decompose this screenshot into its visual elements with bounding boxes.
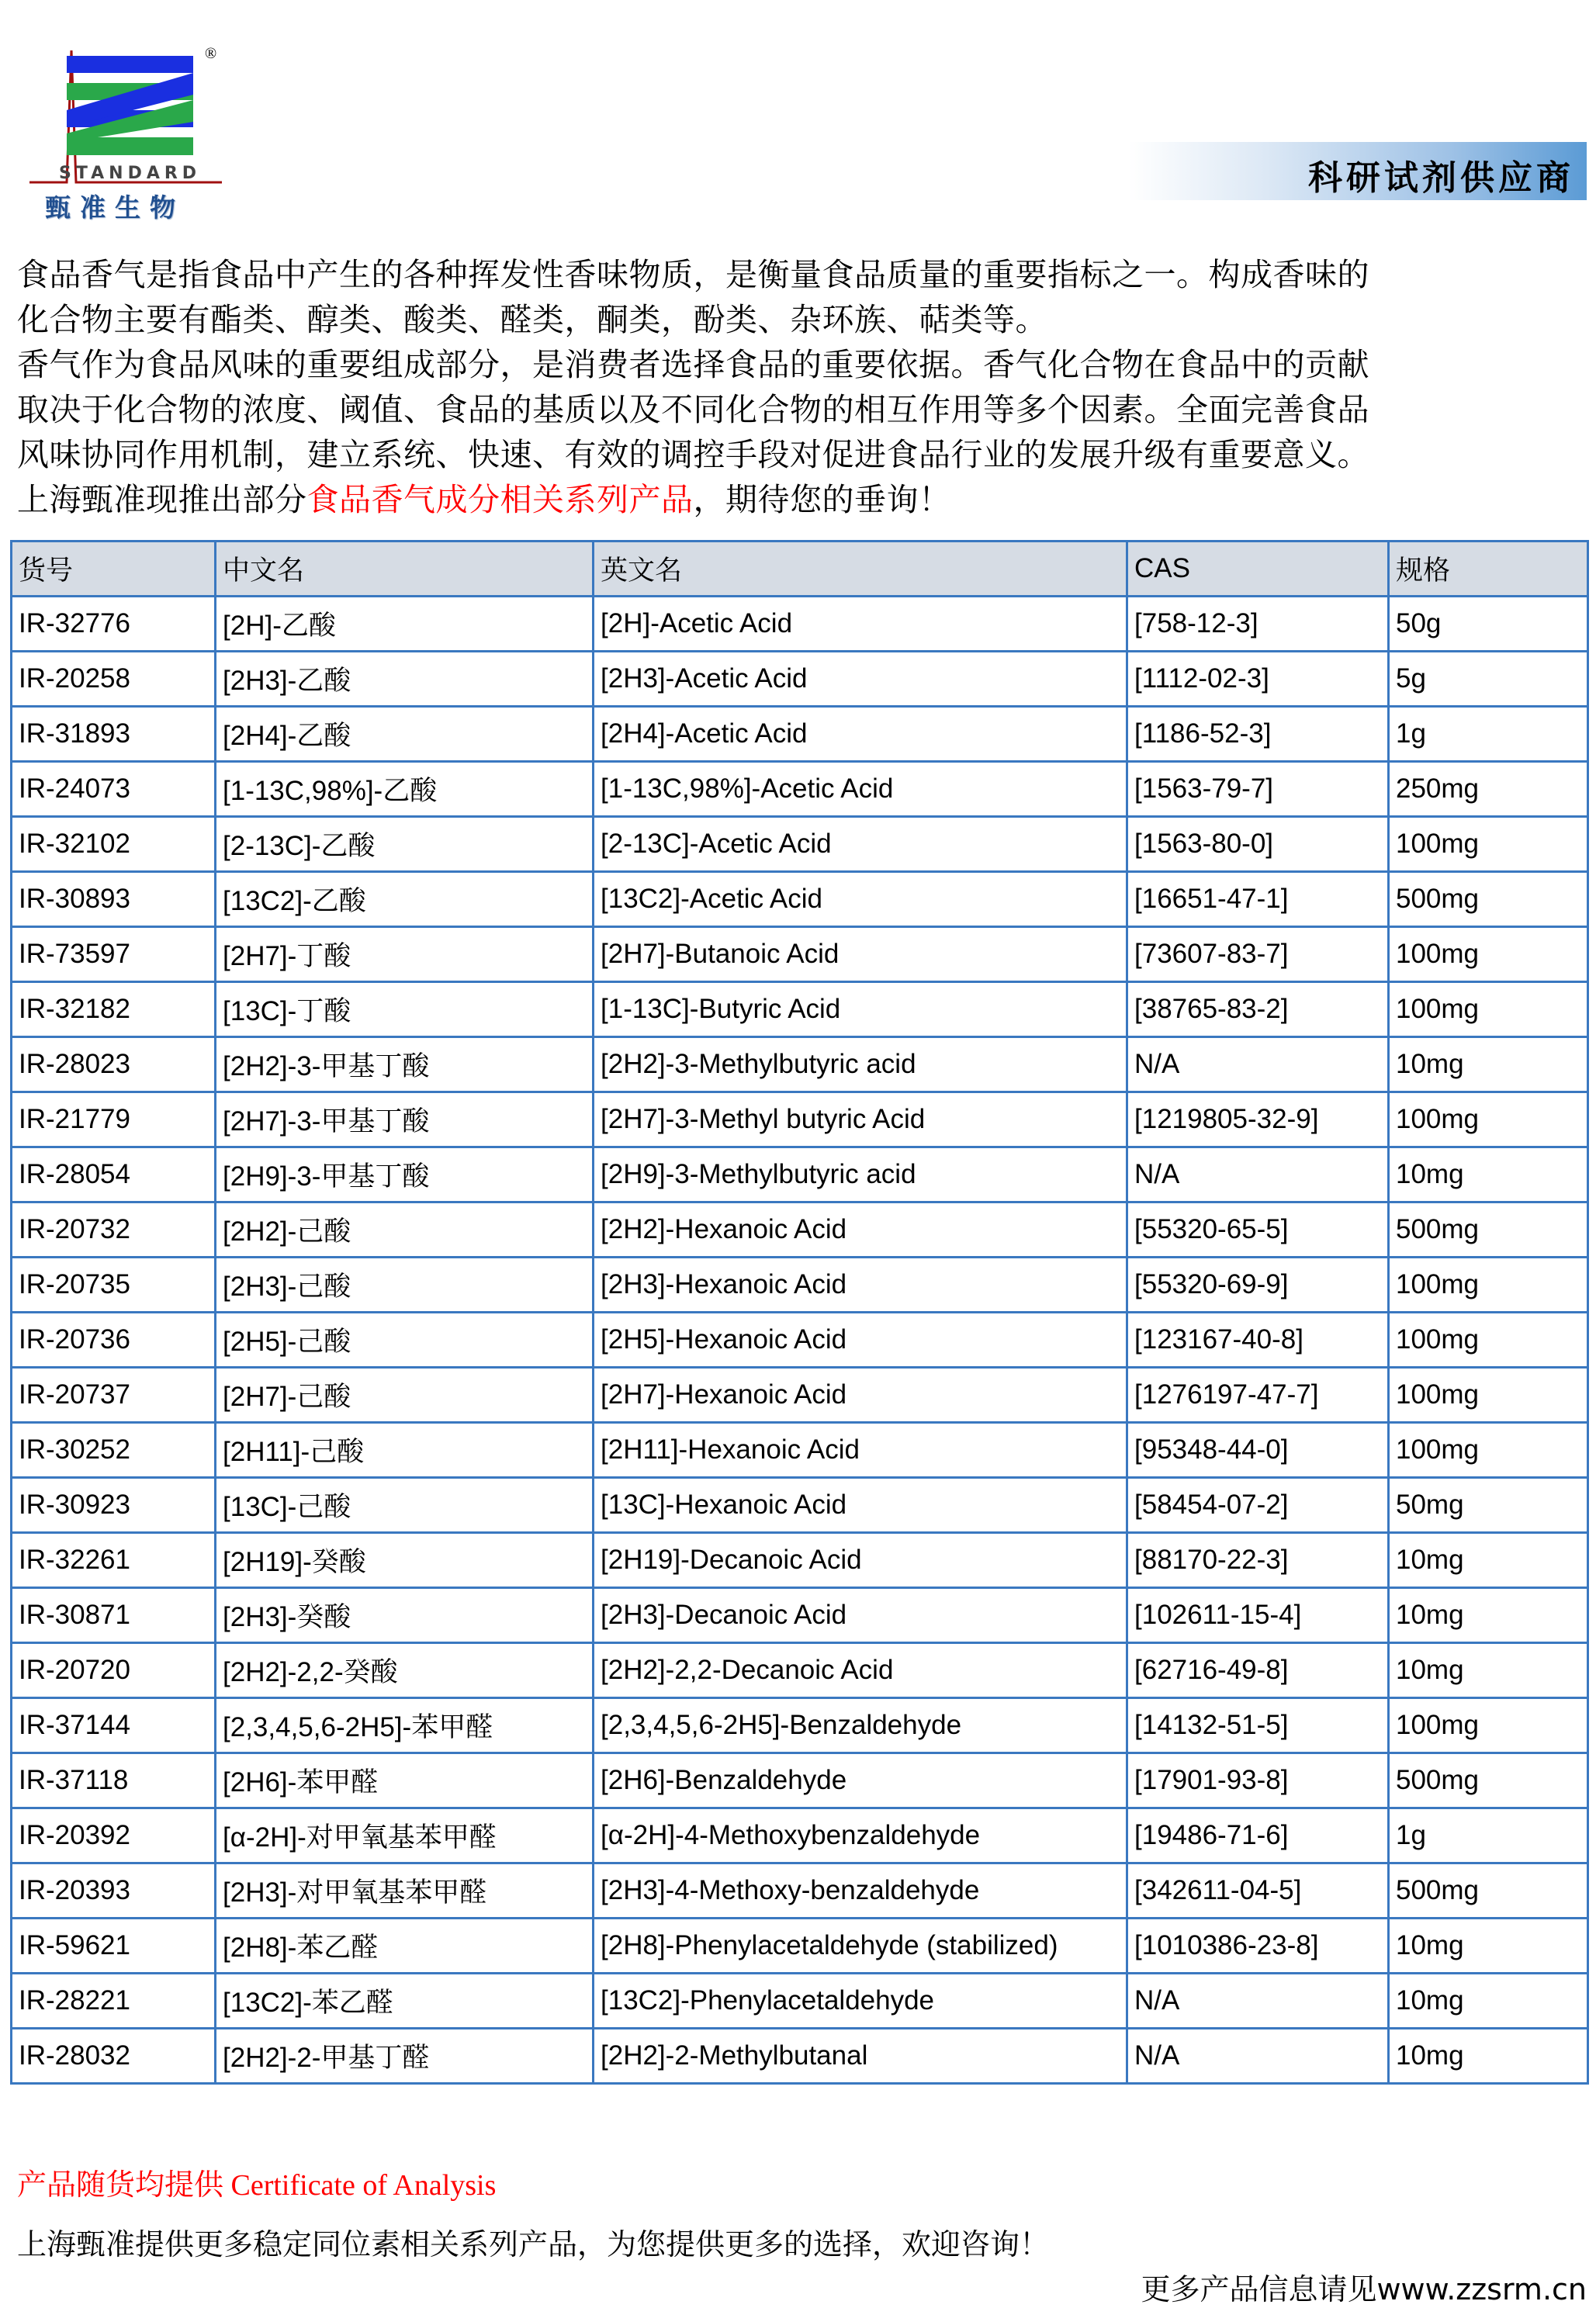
cas-cell: N/A (1127, 1037, 1389, 1092)
company-logo (28, 39, 230, 225)
cas-cell: [88170-22-3] (1127, 1533, 1389, 1588)
english-name-cell: [13C2]-Phenylacetaldehyde (594, 1974, 1127, 2029)
table-row (12, 1974, 1588, 2029)
intro-line-cta (17, 477, 1592, 522)
catalog-no-cell: IR-20258 (12, 652, 216, 707)
catalog-no-cell: IR-30871 (12, 1588, 216, 1643)
spec-cell: 100mg (1389, 817, 1588, 872)
spec-cell: 10mg (1389, 1147, 1588, 1202)
english-name-cell: [2H3]-Decanoic Acid (594, 1588, 1127, 1643)
table-row (12, 2029, 1588, 2084)
spec-cell: 500mg (1389, 872, 1588, 927)
tagline-banner (1129, 142, 1587, 200)
english-name-cell: [2H7]-3-Methyl butyric Acid (594, 1092, 1127, 1147)
english-name-cell: [2H7]-Hexanoic Acid (594, 1368, 1127, 1423)
chinese-name-cell: [2H]-乙酸 (216, 597, 594, 652)
spec-cell: 10mg (1389, 1643, 1588, 1698)
table-row (12, 1533, 1588, 1588)
table-row (12, 1863, 1588, 1919)
column-header-chinese-name: 中文名 (216, 542, 594, 597)
table-row (12, 817, 1588, 872)
logo-wordmark: STANDARD (59, 164, 202, 183)
product-table (10, 540, 1589, 2085)
table-row (12, 1698, 1588, 1753)
chinese-name-cell: [2H2]-己酸 (216, 1202, 594, 1258)
cas-cell: [758-12-3] (1127, 597, 1389, 652)
column-header-english-name: 英文名 (594, 542, 1127, 597)
chinese-name-cell: [13C]-己酸 (216, 1478, 594, 1533)
catalog-no-cell: IR-28023 (12, 1037, 216, 1092)
spec-cell: 10mg (1389, 1588, 1588, 1643)
english-name-cell: [13C2]-Acetic Acid (594, 872, 1127, 927)
cas-cell: [1219805-32-9] (1127, 1092, 1389, 1147)
english-name-cell: [2H4]-Acetic Acid (594, 707, 1127, 762)
table-row (12, 982, 1588, 1037)
cas-cell: [102611-15-4] (1127, 1588, 1389, 1643)
spec-cell: 50mg (1389, 1478, 1588, 1533)
spec-cell: 100mg (1389, 1092, 1588, 1147)
table-row (12, 1588, 1588, 1643)
spec-cell: 10mg (1389, 1974, 1588, 2029)
english-name-cell: [2H5]-Hexanoic Acid (594, 1313, 1127, 1368)
catalog-no-cell: IR-32182 (12, 982, 216, 1037)
chinese-name-cell: [2H7]-己酸 (216, 1368, 594, 1423)
english-name-cell: [1-13C]-Butyric Acid (594, 982, 1127, 1037)
english-name-cell: [2H2]-3-Methylbutyric acid (594, 1037, 1127, 1092)
catalog-no-cell: IR-32261 (12, 1533, 216, 1588)
table-row (12, 707, 1588, 762)
spec-cell: 100mg (1389, 1698, 1588, 1753)
chinese-name-cell: [13C]-丁酸 (216, 982, 594, 1037)
cas-cell: [1276197-47-7] (1127, 1368, 1389, 1423)
logo-chinese-name: 甄准生物 (45, 192, 185, 223)
english-name-cell: [2H8]-Phenylacetaldehyde (stabilized) (594, 1919, 1127, 1974)
spec-cell: 1g (1389, 707, 1588, 762)
chinese-name-cell: [2H4]-乙酸 (216, 707, 594, 762)
spec-cell: 100mg (1389, 1258, 1588, 1313)
chinese-name-cell: [2H7]-3-甲基丁酸 (216, 1092, 594, 1147)
english-name-cell: [2,3,4,5,6-2H5]-Benzaldehyde (594, 1698, 1127, 1753)
chinese-name-cell: [2H2]-2,2-癸酸 (216, 1643, 594, 1698)
table-row (12, 1919, 1588, 1974)
cas-cell: [95348-44-0] (1127, 1423, 1389, 1478)
english-name-cell: [2H3]-Hexanoic Acid (594, 1258, 1127, 1313)
chinese-name-cell: [2H2]-2-甲基丁醛 (216, 2029, 594, 2084)
catalog-no-cell: IR-20393 (12, 1863, 216, 1919)
cas-cell: [55320-69-9] (1127, 1258, 1389, 1313)
english-name-cell: [2H3]-Acetic Acid (594, 652, 1127, 707)
spec-cell: 100mg (1389, 1423, 1588, 1478)
catalog-no-cell: IR-20720 (12, 1643, 216, 1698)
chinese-name-cell: [2H2]-3-甲基丁酸 (216, 1037, 594, 1092)
chinese-name-cell: [2H3]-己酸 (216, 1258, 594, 1313)
spec-cell: 500mg (1389, 1753, 1588, 1808)
chinese-name-cell: [2,3,4,5,6-2H5]-苯甲醛 (216, 1698, 594, 1753)
table-row (12, 1478, 1588, 1533)
chinese-name-cell: [2H6]-苯甲醛 (216, 1753, 594, 1808)
catalog-no-cell: IR-20732 (12, 1202, 216, 1258)
english-name-cell: [13C]-Hexanoic Acid (594, 1478, 1127, 1533)
chinese-name-cell: [2H7]-丁酸 (216, 927, 594, 982)
english-name-cell: [2H2]-Hexanoic Acid (594, 1202, 1127, 1258)
catalog-no-cell: IR-73597 (12, 927, 216, 982)
spec-cell: 100mg (1389, 1368, 1588, 1423)
english-name-cell: [2H7]-Butanoic Acid (594, 927, 1127, 982)
table-row (12, 1092, 1588, 1147)
table-row (12, 1147, 1588, 1202)
table-row (12, 1753, 1588, 1808)
cas-cell: [19486-71-6] (1127, 1808, 1389, 1863)
website-note: 更多产品信息请见www.zzsrm.cn (1141, 2272, 1587, 2306)
cas-cell: [1010386-23-8] (1127, 1919, 1389, 1974)
cas-cell: [38765-83-2] (1127, 982, 1389, 1037)
spec-cell: 1g (1389, 1808, 1588, 1863)
english-name-cell: [2H19]-Decanoic Acid (594, 1533, 1127, 1588)
catalog-no-cell: IR-20735 (12, 1258, 216, 1313)
intro-line: 风味协同作用机制，建立系统、快速、有效的调控手段对促进食品行业的发展升级有重要意义。 (17, 436, 1369, 473)
table-row (12, 1808, 1588, 1863)
spec-cell: 500mg (1389, 1863, 1588, 1919)
cas-cell: N/A (1127, 2029, 1389, 2084)
catalog-no-cell: IR-20392 (12, 1808, 216, 1863)
table-row (12, 762, 1588, 817)
table-row (12, 1643, 1588, 1698)
table-row (12, 927, 1588, 982)
english-name-cell: [2-13C]-Acetic Acid (594, 817, 1127, 872)
english-name-cell: [2H6]-Benzaldehyde (594, 1753, 1127, 1808)
cta-suffix: ，期待您的垂询！ (693, 481, 951, 518)
coa-note: 产品随货均提供 Certificate of Analysis (17, 2169, 497, 2202)
cas-cell: [14132-51-5] (1127, 1698, 1389, 1753)
english-name-cell: [2H11]-Hexanoic Acid (594, 1423, 1127, 1478)
tagline-text: 科研试剂供应商 (1308, 158, 1574, 198)
chinese-name-cell: [2-13C]-乙酸 (216, 817, 594, 872)
cas-cell: [62716-49-8] (1127, 1643, 1389, 1698)
catalog-no-cell: IR-24073 (12, 762, 216, 817)
catalog-no-cell: IR-59621 (12, 1919, 216, 1974)
column-header-catalog-no: 货号 (12, 542, 216, 597)
table-row (12, 1423, 1588, 1478)
table-row (12, 872, 1588, 927)
intro-paragraph (17, 252, 1592, 522)
spec-cell: 10mg (1389, 2029, 1588, 2084)
table-row (12, 1313, 1588, 1368)
cas-cell: [58454-07-2] (1127, 1478, 1389, 1533)
chinese-name-cell: [2H9]-3-甲基丁酸 (216, 1147, 594, 1202)
table-row (12, 1037, 1588, 1092)
spec-cell: 100mg (1389, 982, 1588, 1037)
catalog-no-cell: IR-37118 (12, 1753, 216, 1808)
chinese-name-cell: [α-2H]-对甲氧基苯甲醛 (216, 1808, 594, 1863)
table-row (12, 1202, 1588, 1258)
english-name-cell: [2H2]-2-Methylbutanal (594, 2029, 1127, 2084)
catalog-no-cell: IR-28221 (12, 1974, 216, 2029)
table-row (12, 597, 1588, 652)
column-header-cas: CAS (1127, 542, 1389, 597)
cas-cell: [1186-52-3] (1127, 707, 1389, 762)
spec-cell: 5g (1389, 652, 1588, 707)
registered-mark: ® (205, 45, 217, 62)
chinese-name-cell: [13C2]-乙酸 (216, 872, 594, 927)
catalog-no-cell: IR-32102 (12, 817, 216, 872)
intro-line: 取决于化合物的浓度、阈值、食品的基质以及不同化合物的相互作用等多个因素。全面完善食品 (17, 391, 1369, 428)
cas-cell: [1563-80-0] (1127, 817, 1389, 872)
catalog-no-cell: IR-37144 (12, 1698, 216, 1753)
cas-cell: [123167-40-8] (1127, 1313, 1389, 1368)
spec-cell: 10mg (1389, 1533, 1588, 1588)
cas-cell: [1112-02-3] (1127, 652, 1389, 707)
chinese-name-cell: [2H19]-癸酸 (216, 1533, 594, 1588)
spec-cell: 100mg (1389, 927, 1588, 982)
cas-cell: [55320-65-5] (1127, 1202, 1389, 1258)
cas-cell: [342611-04-5] (1127, 1863, 1389, 1919)
column-header-spec: 规格 (1389, 542, 1588, 597)
catalog-no-cell: IR-32776 (12, 597, 216, 652)
catalog-no-cell: IR-20737 (12, 1368, 216, 1423)
spec-cell: 500mg (1389, 1202, 1588, 1258)
intro-line: 化合物主要有酯类、醇类、酸类、醛类，酮类，酚类、杂环族、萜类等。 (17, 301, 1047, 338)
english-name-cell: [2H]-Acetic Acid (594, 597, 1127, 652)
chinese-name-cell: [2H11]-己酸 (216, 1423, 594, 1478)
cta-prefix: 上海甄准现推出部分 (17, 481, 307, 518)
cas-cell: N/A (1127, 1974, 1389, 2029)
chinese-name-cell: [1-13C,98%]-乙酸 (216, 762, 594, 817)
catalog-no-cell: IR-28032 (12, 2029, 216, 2084)
chinese-name-cell: [2H8]-苯乙醛 (216, 1919, 594, 1974)
chinese-name-cell: [2H3]-乙酸 (216, 652, 594, 707)
catalog-no-cell: IR-30923 (12, 1478, 216, 1533)
catalog-no-cell: IR-31893 (12, 707, 216, 762)
cas-cell: [73607-83-7] (1127, 927, 1389, 982)
chinese-name-cell: [2H3]-癸酸 (216, 1588, 594, 1643)
english-name-cell: [1-13C,98%]-Acetic Acid (594, 762, 1127, 817)
cas-cell: [17901-93-8] (1127, 1753, 1389, 1808)
catalog-no-cell: IR-20736 (12, 1313, 216, 1368)
english-name-cell: [2H2]-2,2-Decanoic Acid (594, 1643, 1127, 1698)
english-name-cell: [2H9]-3-Methylbutyric acid (594, 1147, 1127, 1202)
cas-cell: [1563-79-7] (1127, 762, 1389, 817)
spec-cell: 250mg (1389, 762, 1588, 817)
cas-cell: [16651-47-1] (1127, 872, 1389, 927)
catalog-no-cell: IR-30252 (12, 1423, 216, 1478)
table-row (12, 652, 1588, 707)
spec-cell: 10mg (1389, 1919, 1588, 1974)
table-header-row (12, 542, 1588, 597)
english-name-cell: [α-2H]-4-Methoxybenzaldehyde (594, 1808, 1127, 1863)
catalog-no-cell: IR-21779 (12, 1092, 216, 1147)
spec-cell: 10mg (1389, 1037, 1588, 1092)
table-row (12, 1258, 1588, 1313)
cta-highlight: 食品香气成分相关系列产品 (306, 481, 694, 518)
intro-line: 香气作为食品风味的重要组成部分，是消费者选择食品的重要依据。香气化合物在食品中的贡献 (17, 346, 1369, 383)
more-products-note: 上海甄准提供更多稳定同位素相关系列产品，为您提供更多的选择，欢迎咨询！ (17, 2227, 1050, 2261)
spec-cell: 100mg (1389, 1313, 1588, 1368)
catalog-no-cell: IR-28054 (12, 1147, 216, 1202)
intro-line: 食品香气是指食品中产生的各种挥发性香味物质，是衡量食品质量的重要指标之一。构成香味的 (17, 256, 1369, 293)
chinese-name-cell: [2H3]-对甲氧基苯甲醛 (216, 1863, 594, 1919)
catalog-no-cell: IR-30893 (12, 872, 216, 927)
chinese-name-cell: [2H5]-己酸 (216, 1313, 594, 1368)
chinese-name-cell: [13C2]-苯乙醛 (216, 1974, 594, 2029)
english-name-cell: [2H3]-4-Methoxy-benzaldehyde (594, 1863, 1127, 1919)
table-row (12, 1368, 1588, 1423)
logo-z-icon (67, 56, 193, 155)
cas-cell: N/A (1127, 1147, 1389, 1202)
spec-cell: 50g (1389, 597, 1588, 652)
